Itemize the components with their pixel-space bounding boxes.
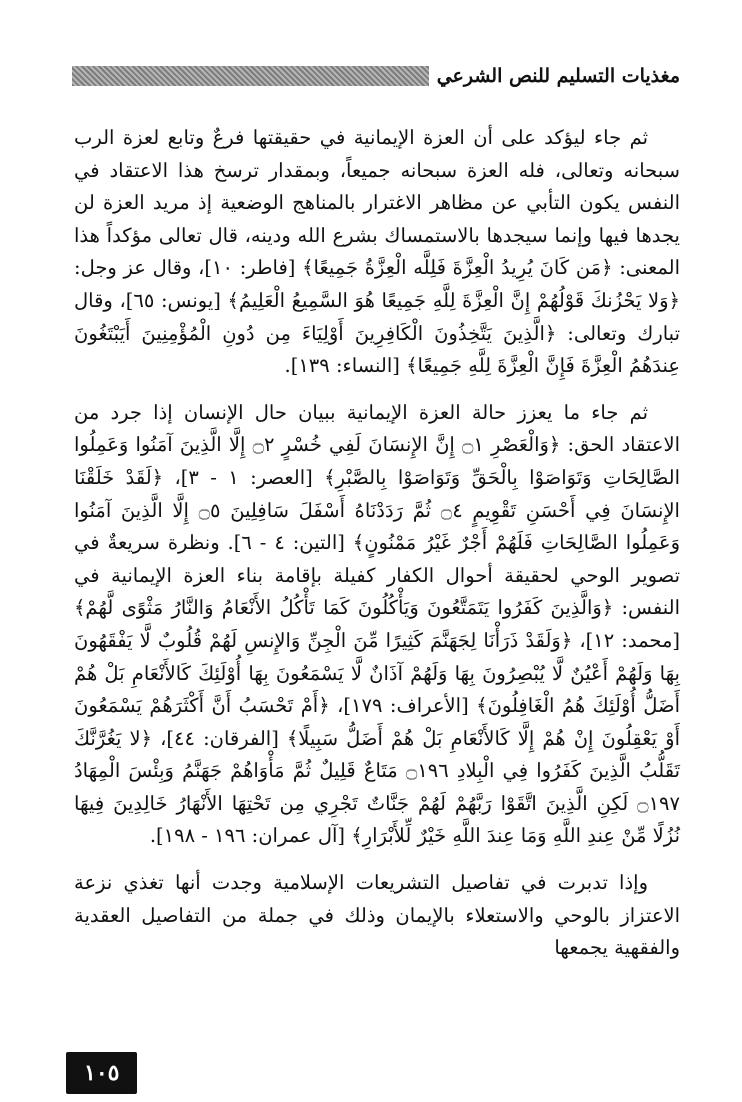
header-pattern-bar bbox=[72, 66, 429, 86]
paragraph-3: وإذا تدبرت في تفاصيل التشريعات الإسلامية وجدت أنها تغذي نزعة الاعتزاز بالوحي والاستعلاء بالإيمان وذلك في جملة من التفاصيل العقدية والفقهية يجمعها bbox=[74, 871, 680, 960]
paragraph-2: ثم جاء ما يعزز حالة العزة الإيمانية ببيان حال الإنسان إذا جرد من الاعتقاد الحق: ﴿وَالْعَصْرِ ۝١ إِنَّ الإِنسَانَ لَفِي خُسْرٍ ۝٢ إِلَّا الَّذِينَ آمَنُوا وَعَمِلُوا الصَّالِحَاتِ وَتَوَاصَوْا بِالْحَقِّ وَتَوَاصَوْا بِالصَّبْرِ﴾ [العصر: ١ - ٣]، ﴿لَقَدْ خَلَقْنَا الإِنسَانَ فِي أَحْسَنِ تَقْوِيمٍ ۝٤ ثُمَّ رَدَدْنَاهُ أَسْفَلَ سَافِلِينَ ۝٥ إِلَّا الَّذِينَ آمَنُوا وَعَمِلُوا الصَّالِحَاتِ فَلَهُمْ أَجْرٌ غَيْرُ مَمْنُونٍ﴾ [التين: ٤ - ٦]. ونظرة سريعةٌ في تصوير الوحي لحقيقة أحوال الكفار كفيلة بإقامة بناء العزة الإيمانية في النفس: ﴿وَالَّذِينَ كَفَرُوا يَتَمَتَّعُونَ وَيَأْكُلُونَ كَمَا تَأْكُلُ الأَنْعَامُ وَالنَّارُ مَثْوًى لَّهُمْ﴾ [محمد: ١٢]، ﴿وَلَقَدْ ذَرَأْنَا لِجَهَنَّمَ كَثِيرًا مِّنَ الْجِنِّ وَالإِنسِ لَهُمْ قُلُوبٌ لَّا يَفْقَهُونَ بِهَا وَلَهُمْ أَعْيُنٌ لَّا يُبْصِرُونَ بِهَا وَلَهُمْ آذَانٌ لَّا يَسْمَعُونَ بِهَا أُوْلَئِكَ كَالأَنْعَامِ بَلْ هُمْ أَضَلُّ أُوْلَئِكَ هُمُ الْغَافِلُونَ﴾ [الأعراف: ١٧٩]، ﴿أَمْ تَحْسَبُ أَنَّ أَكْثَرَهُمْ يَسْمَعُونَ أَوْ يَعْقِلُونَ إِنْ هُمْ إِلَّا كَالأَنْعَامِ بَلْ هُمْ أَضَلُّ سَبِيلًا﴾ [الفرقان: ٤٤]، ﴿لا يَغُرَّنَّكَ تَقَلُّبُ الَّذِينَ كَفَرُوا فِي الْبِلادِ ۝١٩٦ مَتَاعٌ قَلِيلٌ ثُمَّ مَأْوَاهُمْ جَهَنَّمُ وَبِئْسَ الْمِهَادُ ۝١٩٧ لَكِنِ الَّذِينَ اتَّقَوْا رَبَّهُمْ لَهُمْ جَنَّاتٌ تَجْرِي مِن تَحْتِهَا الأَنْهَارُ خَالِدِينَ فِيهَا نُزُلًا مِّنْ عِندِ اللَّهِ وَمَا عِندَ اللَّهِ خَيْرٌ لِّلأَبْرَارِ﴾ [آل عمران: ١٩٦ - ١٩٨]. bbox=[74, 400, 681, 848]
running-header-title: مغذيات التسليم للنص الشرعي bbox=[436, 65, 680, 87]
running-header bbox=[72, 62, 680, 90]
body-text bbox=[74, 122, 680, 965]
paragraph-1: ثم جاء ليؤكد على أن العزة الإيمانية في حقيقتها فرعٌ وتابع لعزة الرب سبحانه وتعالى، فله العزة سبحانه جميعاً، وبمقدار ترسخ هذا الاعتقاد في النفس يكون التأبي عن مظاهر الاغترار بالمناهج الوضعية إذ مريد العزة لن يجدها فيها وإنما سيجدها بالاستمساك بشرع الله ودينه، قال تعالى مؤكداً هذا المعنى: ﴿مَن كَانَ يُرِيدُ الْعِزَّةَ فَلِلَّه الْعِزَّةُ جَمِيعًا﴾ [فاطر: ١٠]، وقال عز وجل: ﴿وَلا يَحْزُنكَ قَوْلُهُمْ إِنَّ الْعِزَّةَ لِلَّهِ جَمِيعًا هُوَ السَّمِيعُ الْعَلِيمُ﴾ [يونس: ٦٥]، وقال تبارك وتعالى: ﴿الَّذِينَ يَتَّخِذُونَ الْكَافِرِينَ أَوْلِيَاءَ مِن دُونِ الْمُؤْمِنِينَ أَيَبْتَغُونَ عِندَهُمُ الْعِزَّةَ فَإِنَّ الْعِزَّةَ لِلَّهِ جَمِيعًا﴾ [النساء: ١٣٩]. bbox=[74, 126, 680, 378]
page-footer bbox=[66, 1052, 137, 1094]
page-number: ١٠٥ bbox=[66, 1052, 137, 1094]
